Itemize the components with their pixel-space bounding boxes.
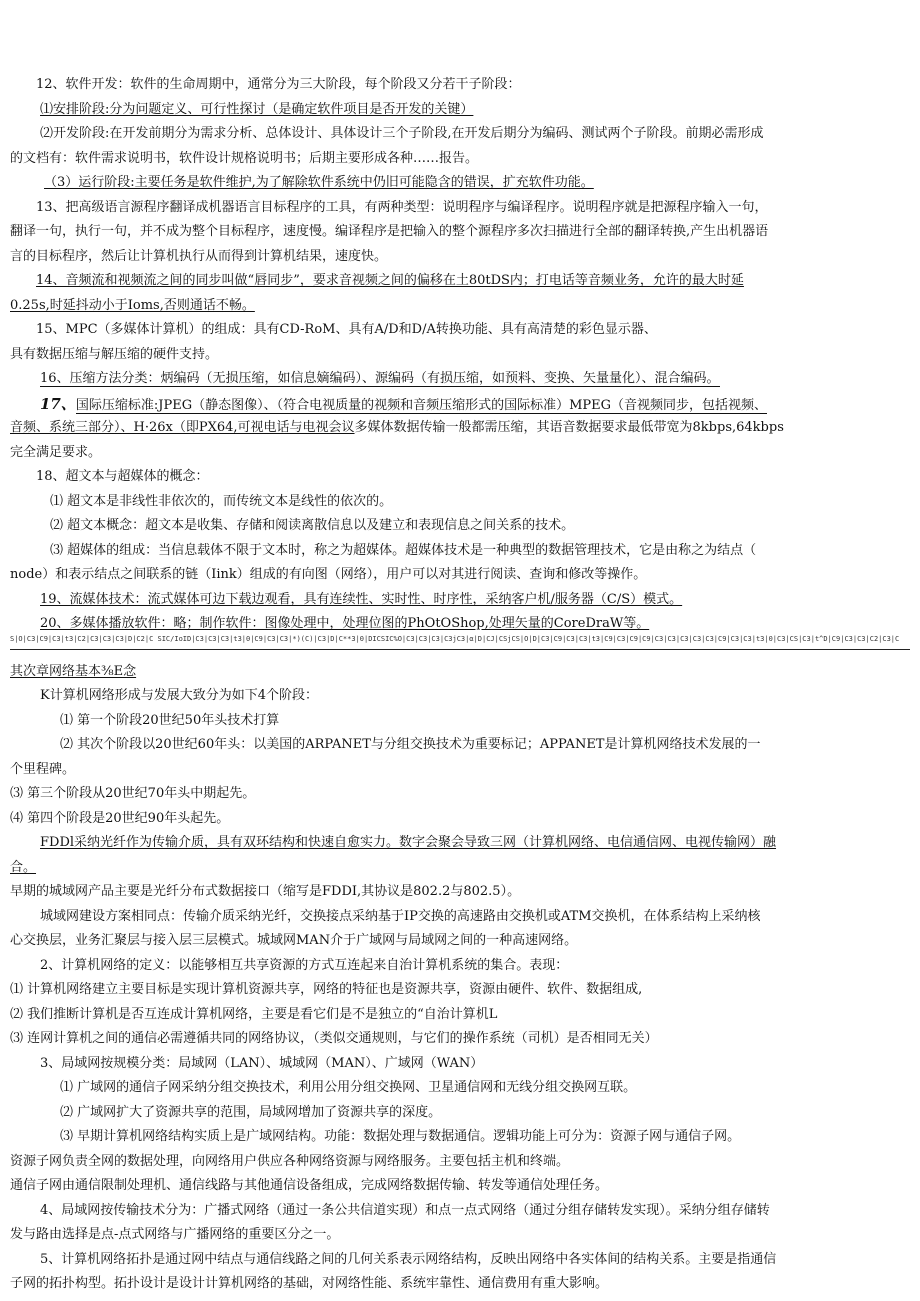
text-line: 15、MPC（多媒体计算机）的组成：具有CD-RoM、具有A/D和D/A转换功能、具有高清楚的彩色显示器、 [36, 322, 657, 337]
text-line: ⑵ 广域网扩大了资源共享的范围，局域网增加了资源共享的深度。 [60, 1105, 442, 1120]
text-line: 19、流媒体技术：流式媒体可边下载边观看，具有连续性、实时性、时序性，采纳客户机/服务器（C/S）模式。 [40, 592, 683, 607]
text-line: ⑴ 第一个阶段20世纪50年头技术打算 [60, 713, 280, 728]
text-line: （3）运行阶段:主要任务是软件维护,为了解除软件系统中仍旧可能隐含的错误，扩充软件功能。 [44, 175, 594, 190]
text-line: ⑷ 第四个阶段是20世纪90年头起先。 [10, 811, 230, 826]
text-line [10, 367, 920, 391]
text-line: 翻译一句，执行一句，并不成为整个目标程序，速度慢。编译程序是把输入的整个源程序多次扫描进行全部的翻译转换,产生出机器语 [10, 224, 769, 239]
text-line: 3、局域网按规模分类：局域网（LAN）、城域网（MAN）、广域网（WAN） [40, 1056, 484, 1071]
underlined-text: 16、压缩方法分类：炳编码（无损压缩，如信息嫡编码）、源编码（有损压缩，如预料、变换、矢量量化）、混合编码。 [40, 371, 720, 386]
text-line: 言的目标程序，然后让计算机执行从而得到计算机结果，速度快。 [10, 249, 388, 264]
text-line: ⑵ 其次个阶段以20世纪60年头：以美国的ARPANET与分组交换技术为重要标记；APPANET是计算机网络技术发展的一 [60, 737, 761, 752]
text-line: 个里程碑。 [10, 762, 76, 777]
text-line: K计算机网络形成与发展大致分为如下4个阶段： [40, 688, 318, 703]
underlined-text: 音频、系统三部分）、H·26x（即PX64,可视电话与电视会议 [10, 420, 355, 435]
text-line: ⑶ 连网计算机之间的通信必需遵循共同的网络协议，（类似交通规则，与它们的操作系统（司机）是否相同无关） [10, 1031, 658, 1046]
text-line: ⑵开发阶段:在开发前期分为需求分析、总体设计、具体设计三个子阶段,在开发后期分为编码、测试两个子阶段。前期必需形成 [40, 126, 764, 141]
text-line: 早期的城域网产品主要是光纤分布式数据接口（缩写是FDDI,其协议是802.2与802.5）。 [10, 884, 521, 899]
garbled-separator-text: S|O|C3|C9|C3|t3|C2|C3|C3|C3|D|C2|C SIC/IoID|C3|C3|C3|t3|0|C9|C3|C3|*)(C)|C3|D|C**3|0|DICSIC%O|C3|C3|C3|C3jC3|α|D|CJ|CSjCS|O|D|C3|C9|C3|C3|t3|C9|C3|C9|C9|C3|C3|C3|C3|C3|C9|C3|C3|t3|0|C3|CS|C3|t^D|C9|C3|C3|C2|C3|C [10, 635, 900, 643]
text-line: 具有数据压缩与解压缩的硬件支持。 [10, 347, 219, 362]
text-line: 合。 [10, 860, 37, 875]
text-line: FDDl采纳光纤作为传输介质，具有双环结构和快速自愈实力。数字会聚会导致三网（计算机网络、电信通信网、电视传输网）融 [40, 835, 777, 850]
underlined-text: 国际压缩标准:JPEG（静态图像）、（符合电视质量的视频和音频压缩形式的国际标准）MPEG（音视频同步，包括视频、 [75, 398, 768, 413]
text-line: 心交换层，业务汇聚层与接入层三层模式。城域网MAN介于广域网与局域网之间的一种高速网络。 [10, 933, 578, 948]
text-line: 发与路由选择是点-点式网络与广播网络的重要区分之一。 [10, 1227, 340, 1242]
text-line: 18、超文本与超媒体的概念： [36, 469, 209, 484]
text-line: 13、把高级语言源程序翻译成机器语言目标程序的工具，有两种类型：说明程序与编译程序。说明程序就是把源程序输入一句， [36, 200, 768, 215]
text-line: 0.25s,时延抖动小于Ioms,否则通话不畅。 [10, 298, 255, 313]
text-line [10, 392, 920, 416]
text-line: 5、计算机网络拓扑是通过网中结点与通信线路之间的几何关系表示网络结构，反映出网络中各实体间的结构关系。主要是指通信 [40, 1252, 777, 1267]
text-line: ⑵ 超文本概念：超文本是收集、存储和阅读离散信息以及建立和表现信息之间关系的技术。 [50, 518, 575, 533]
text-line: 12、软件开发：软件的生命周期中，通常分为三大阶段，每个阶段又分若干子阶段： [36, 77, 521, 92]
text-line: ⑶ 早期计算机网络结构实质上是广域网结构。功能：数据处理与数据通信。逻辑功能上可分为：资源子网与通信子网。 [60, 1129, 741, 1144]
text-line: ⑶ 第三个阶段从20世纪70年头中期起先。 [10, 786, 256, 801]
text-line: 完全满足要求。 [10, 445, 102, 460]
text-line: ⑴ 超文本是非线性非依次的，而传统文本是线性的依次的。 [50, 494, 393, 509]
text-line: ⑴安排阶段:分为问题定义、可行性探讨（是确定软件项目是否开发的关键） [40, 102, 474, 117]
text-line: 通信子网由通信限制处理机、通信线路与其他通信设备组成，完成网络数据传输、转发等通信处理任务。 [10, 1178, 609, 1193]
text-line: ⑴ 广域网的通信子网采纳分组交换技术，利用公用分组交换网、卫星通信网和无线分组交换网互联。 [60, 1080, 637, 1095]
text-line: 2、计算机网络的定义：以能够相互共享资源的方式互连起来自治计算机系统的集合。表现： [40, 958, 569, 973]
text-line: ⑵ 我们推断计算机是否互连成计算机网络，主要是看它们是不是独立的“自治计算机L [10, 1007, 498, 1022]
text-line [10, 416, 910, 440]
item-number: 17、 [40, 395, 76, 413]
plain-text: 多媒体数据传输一般都需压缩，其语音数据要求最低带宽为8kbps,64kbps [354, 420, 784, 435]
text-line: node）和表示结点之间联系的链（Iink）组成的有向图（网络），用户可以对其进行阅读、查询和修改等操作。 [10, 567, 647, 582]
text-line: 14、音频流和视频流之间的同步叫做“唇同步”，要求音视频之间的偏移在土80tDS内；打电话等音频业务，允许的最大时延 [36, 273, 744, 288]
text-line: 子网的拓扑构型。拓扑设计是设计计算机网络的基础，对网络性能、系统牢靠性、通信费用有重大影响。 [10, 1276, 609, 1291]
text-line: ⑶ 超媒体的组成：当信息载体不限于文本时，称之为超媒体。超媒体技术是一种典型的数据管理技术，它是由称之为结点（ [50, 543, 757, 558]
text-line: ⑴ 计算机网络建立主要目标是实现计算机资源共享，网络的特征也是资源共享，资源由硬件、软件、数据组成, [10, 982, 643, 997]
text-line: 城域网建设方案相同点：传输介质采纳光纤，交换接点采纳基于IP交换的高速路由交换机或ATM交换机，在体系结构上采纳核 [40, 909, 761, 924]
text-line: 20、多媒体播放软件：略；制作软件：图像处理中，处理位图的PhOtOShop,处理矢量的CoreDraW等。 [40, 616, 650, 631]
text-line: 的文档有：软件需求说明书，软件设计规格说明书；后期主要形成各种……报告。 [10, 151, 479, 166]
section-divider [10, 649, 910, 650]
text-line: 4、局域网按传输技术分为：广播式网络（通过一条公共信道实现）和点一点式网络（通过分组存储转发实现）。采纳分组存储转 [40, 1203, 770, 1218]
text-line: 资源子网负责全网的数据处理，向网络用户供应各种网络资源与网络服务。主要包括主机和终端。 [10, 1154, 570, 1169]
section-heading: 其次章网络基本⅜E念 [10, 664, 137, 679]
